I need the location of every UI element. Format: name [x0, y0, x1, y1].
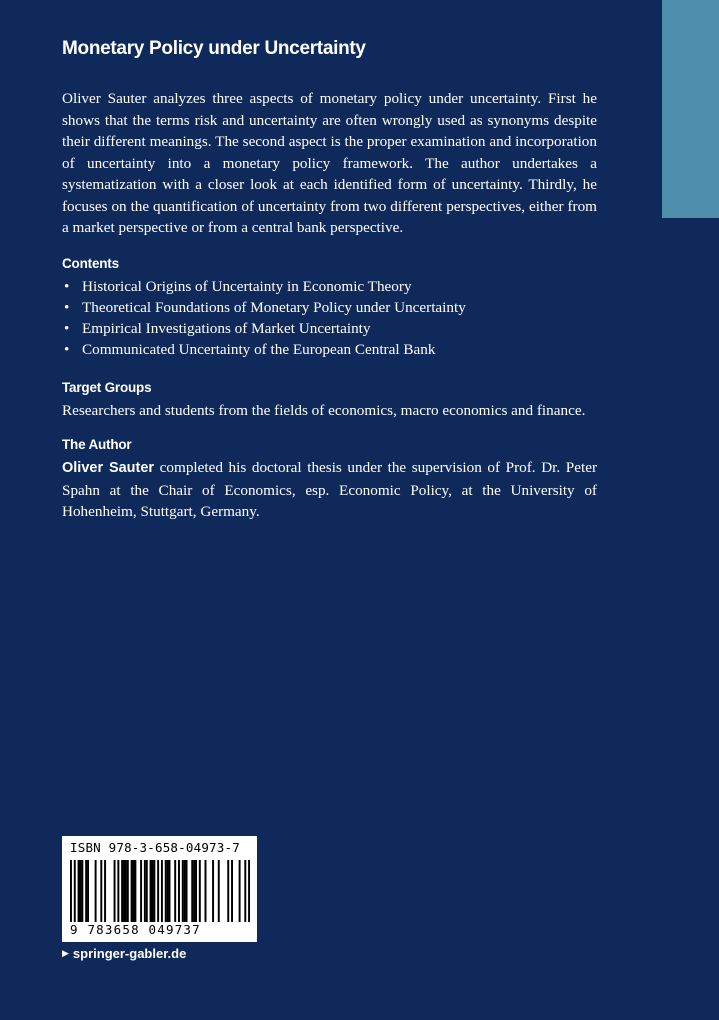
barcode-bar: [218, 860, 220, 922]
barcode-bar: [184, 860, 186, 922]
list-item: [62, 339, 597, 360]
barcode-bar: [140, 860, 142, 922]
barcode-bar: [81, 860, 83, 922]
barcode-bar: [104, 860, 106, 922]
barcode-bar: [79, 860, 81, 922]
barcode-bar: [144, 860, 146, 922]
list-item-text: Communicated Uncertainty of the European Central Bank: [82, 341, 436, 359]
barcode-bar: [244, 860, 246, 922]
barcode-icon: [70, 860, 250, 922]
target-groups-heading: Target Groups: [62, 379, 152, 395]
list-item: [62, 297, 597, 318]
barcode-bar: [117, 860, 119, 922]
author-name: Oliver Sauter: [62, 460, 155, 477]
contents-heading: Contents: [62, 255, 119, 271]
author-bio-text: completed his doctoral thesis under the supervision of Prof. Dr. Peter Spahn at the Chair of Economics, esp. Economic Policy, at the University of Hohenheim, Stuttgart, Germany.: [62, 459, 597, 521]
barcode-bar: [205, 860, 207, 922]
barcode-bar: [146, 860, 148, 922]
author-heading: The Author: [62, 437, 132, 453]
barcode-bar: [161, 860, 163, 922]
barcode-bar: [178, 860, 180, 922]
barcode-bar: [100, 860, 102, 922]
barcode-bar: [153, 860, 155, 922]
barcode-bar: [150, 860, 152, 922]
contents-list: [62, 276, 597, 361]
back-cover-content: [62, 36, 597, 537]
barcode-bar: [212, 860, 214, 922]
barcode-bar: [127, 860, 129, 922]
accent-tab: [662, 0, 719, 218]
barcode-bar: [174, 860, 176, 922]
barcode-bar: [167, 860, 169, 922]
bullet-icon: •: [64, 341, 70, 359]
intro-paragraph: Oliver Sauter analyzes three aspects of monetary policy under uncertainty. First he shows that the terms risk and uncertainty are often wrongly used as synonyms despite their different meanings. The second aspect is the proper examination and incorporation of uncertainty into a monetary policy framework. The author undertakes a systematization with a closer look at each identified form of uncertainty. Thirdly, he focuses on the quantification of uncertainty from two different perspectives, either from a market perspective or from a central bank perspective.: [62, 90, 597, 236]
barcode-bar: [87, 860, 89, 922]
barcode-bar: [182, 860, 184, 922]
bullet-icon: •: [64, 277, 70, 295]
author-bio: [62, 457, 597, 523]
barcode-bar: [78, 860, 80, 922]
barcode-bar: [193, 860, 195, 922]
isbn-barcode: [62, 836, 257, 942]
bullet-icon: •: [64, 320, 70, 338]
book-title: Monetary Policy under Uncertainty: [62, 38, 366, 59]
barcode-bar: [85, 860, 87, 922]
list-item-text: Historical Origins of Uncertainty in Economic Theory: [82, 277, 412, 295]
barcode-bar: [131, 860, 133, 922]
barcode-bar: [114, 860, 116, 922]
barcode-bar: [123, 860, 125, 922]
barcode-bar: [95, 860, 97, 922]
list-item: [62, 318, 597, 339]
barcode-bar: [239, 860, 241, 922]
target-groups-text: Researchers and students from the fields of economics, macro economics and finance.: [62, 401, 586, 419]
bullet-icon: •: [64, 298, 70, 316]
barcode-bar: [231, 860, 233, 922]
right-triangle-icon: ▶: [62, 948, 69, 958]
barcode-bar: [125, 860, 127, 922]
barcode-bar: [186, 860, 188, 922]
barcode-bar: [133, 860, 135, 922]
barcode-bar: [191, 860, 193, 922]
barcode-digits: 9 783658 049737: [70, 922, 201, 937]
list-item-text: Theoretical Foundations of Monetary Policy under Uncertainty: [82, 298, 466, 316]
list-item: [62, 276, 597, 297]
isbn-label: ISBN 978-3-658-04973-7: [70, 840, 240, 855]
barcode-bar: [151, 860, 153, 922]
barcode-bar: [169, 860, 171, 922]
barcode-bar: [121, 860, 123, 922]
list-item-text: Empirical Investigations of Market Uncertainty: [82, 320, 371, 338]
barcode-bar: [227, 860, 229, 922]
barcode-bar: [248, 860, 250, 922]
publisher-url: springer-gabler.de: [72, 946, 187, 961]
barcode-bar: [165, 860, 167, 922]
barcode-bar: [74, 860, 76, 922]
barcode-bar: [199, 860, 201, 922]
publisher-link[interactable]: [62, 946, 186, 961]
barcode-bar: [157, 860, 159, 922]
barcode-bar: [195, 860, 197, 922]
barcode-bar: [70, 860, 72, 922]
barcode-bar: [134, 860, 136, 922]
